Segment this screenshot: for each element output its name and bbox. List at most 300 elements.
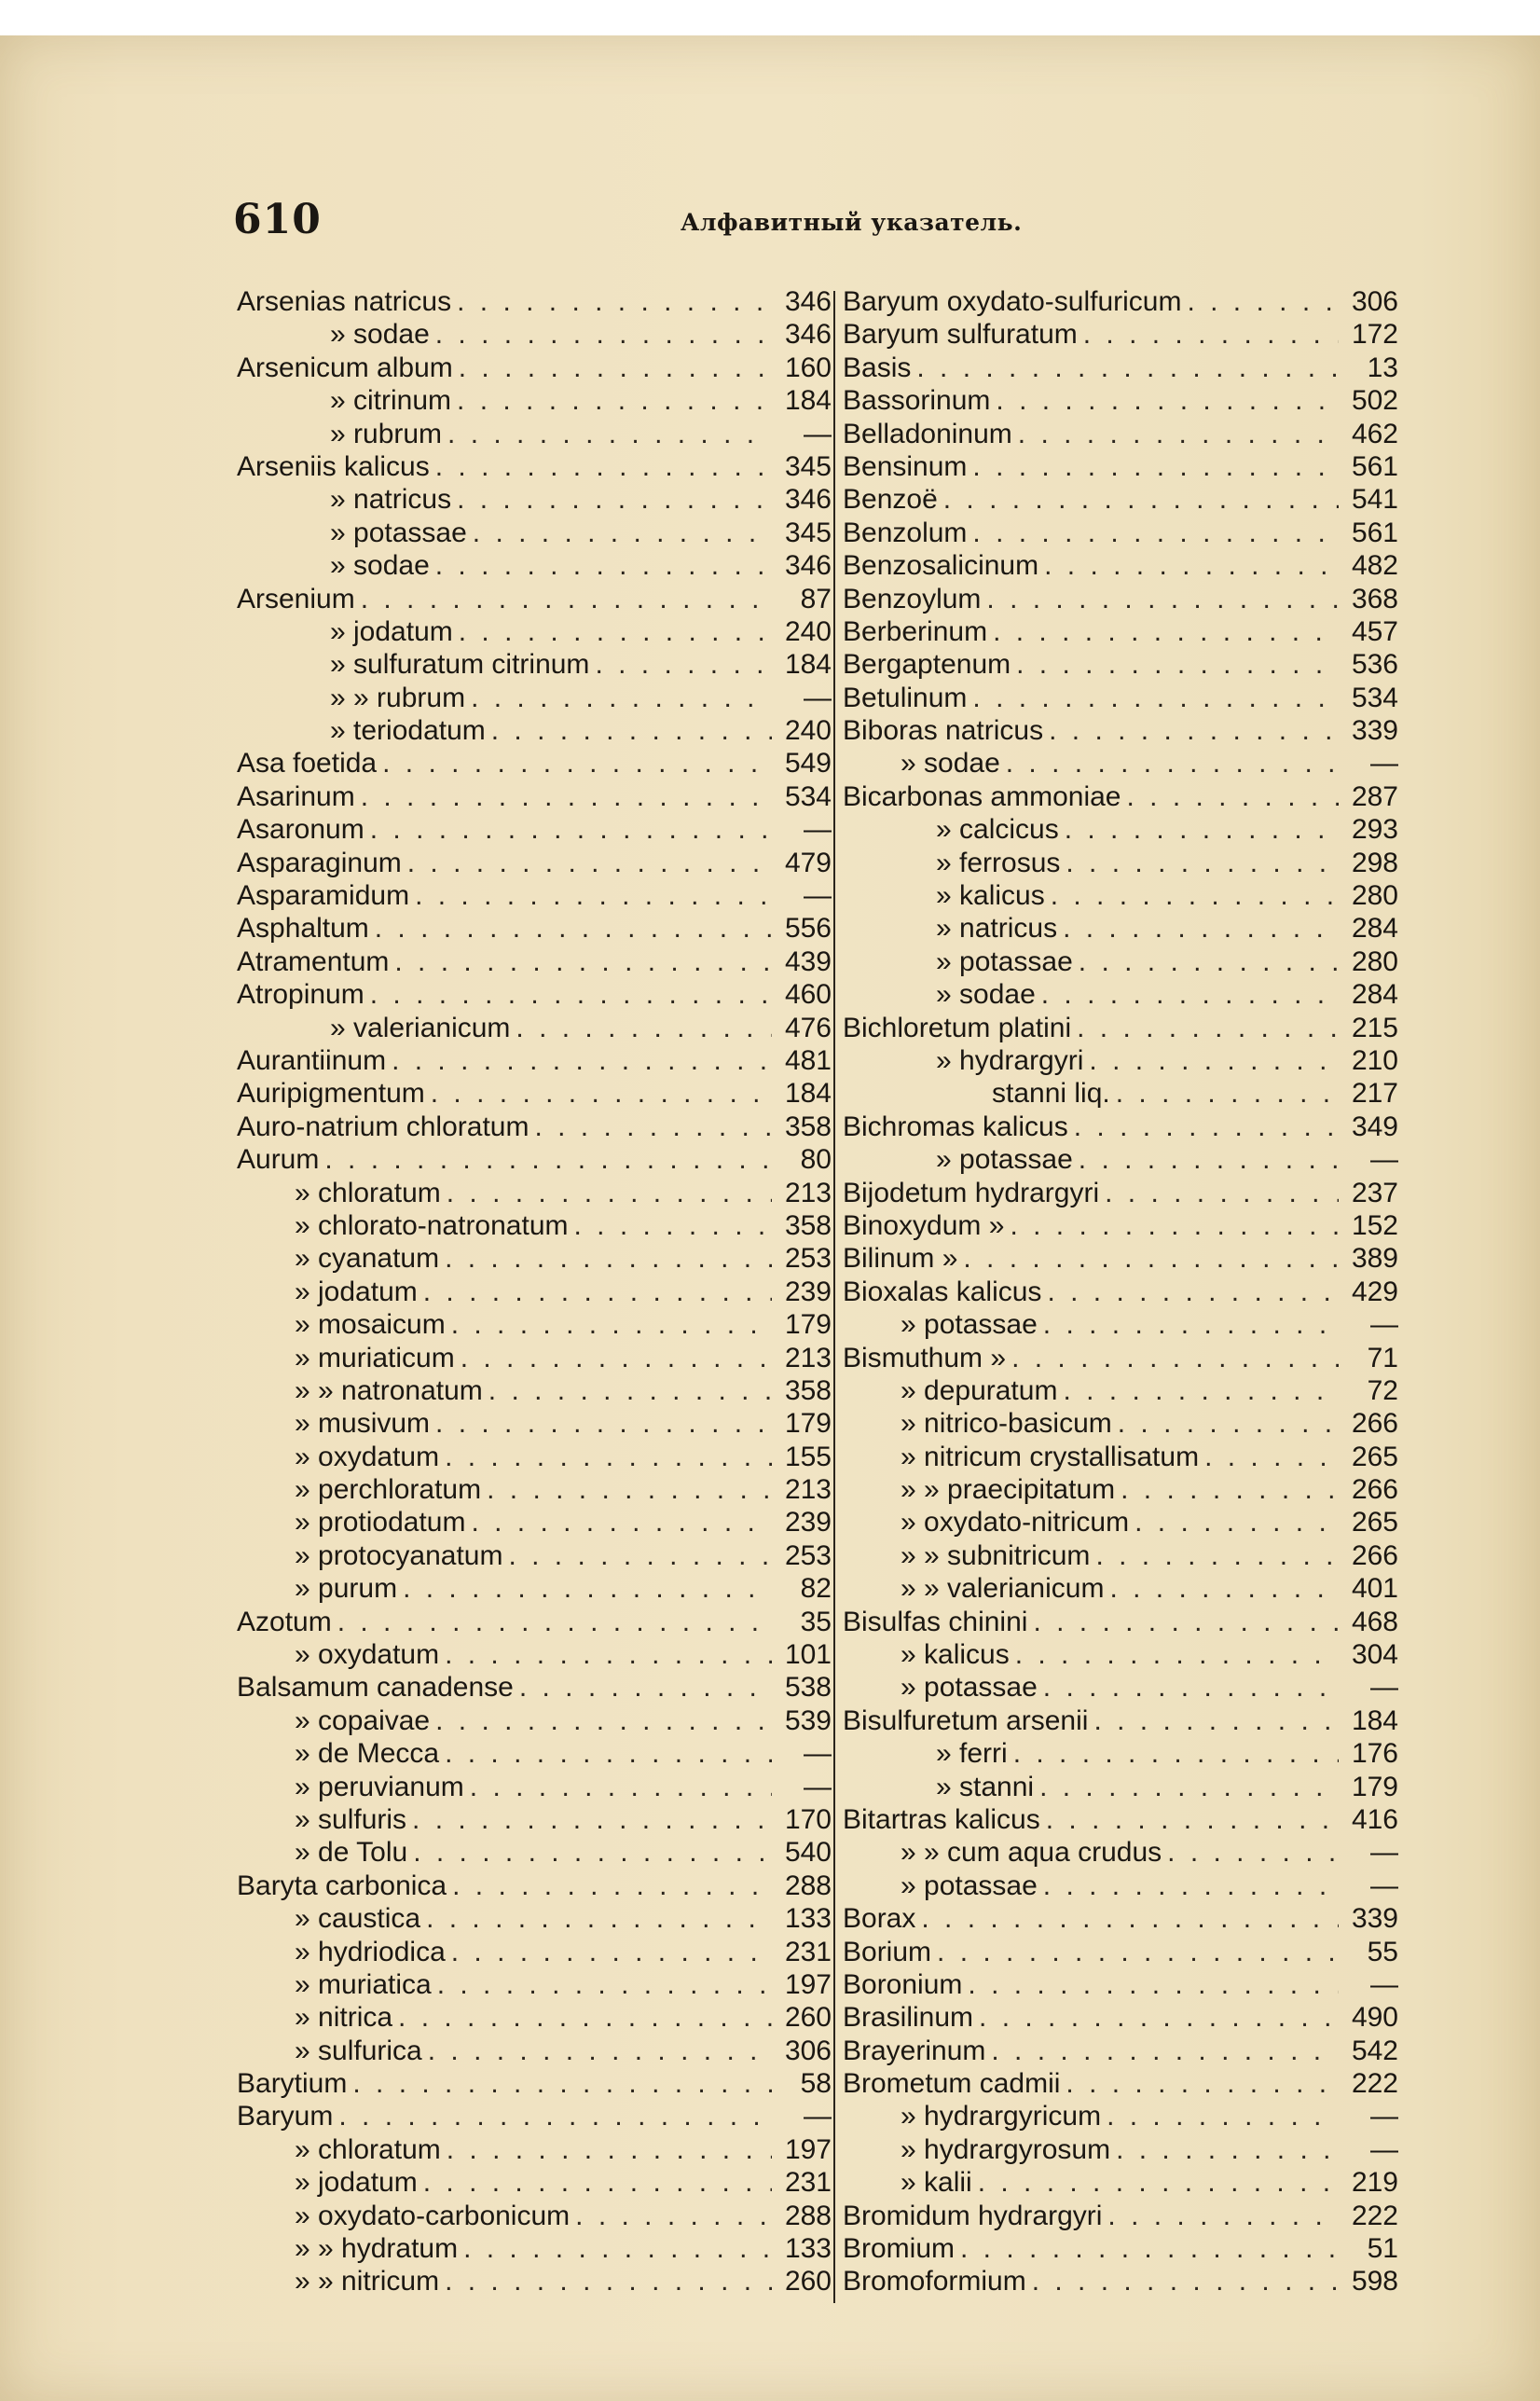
index-term: Asphaltum <box>237 913 369 945</box>
index-term: » » nitricum <box>295 2266 440 2298</box>
dot-leader <box>361 583 772 615</box>
page-reference: 87 <box>800 583 832 614</box>
index-entry <box>843 1111 1398 1143</box>
index-entry <box>237 1407 832 1440</box>
index-entry <box>237 549 832 582</box>
dot-leader <box>382 747 772 780</box>
index-entry <box>843 450 1398 483</box>
dot-leader <box>1041 978 1339 1011</box>
page-reference: — <box>804 1738 832 1770</box>
index-entry <box>237 1936 832 1968</box>
index-term: » » praecipitatum <box>901 1474 1116 1506</box>
index-term: » potassae <box>901 1309 1038 1341</box>
index-term: » musivum <box>295 1408 431 1440</box>
index-term: Benzolum <box>843 517 968 548</box>
dot-leader <box>394 945 772 978</box>
dot-leader <box>1109 1572 1339 1605</box>
index-entry <box>843 2166 1398 2199</box>
page-reference: 253 <box>784 1243 832 1275</box>
index-entry <box>237 978 832 1011</box>
index-term: » hydrargyricum <box>901 2101 1102 2132</box>
dot-leader <box>1046 1803 1339 1836</box>
index-term: » muriatica <box>295 1968 432 2000</box>
index-entry <box>237 2200 832 2232</box>
index-entry <box>237 2232 832 2265</box>
dot-leader <box>1079 1143 1339 1176</box>
index-entry <box>843 847 1398 879</box>
index-entry <box>237 1044 832 1077</box>
dot-leader <box>435 1407 772 1440</box>
index-term: Brometum cadmii <box>843 2068 1061 2100</box>
page-reference: 82 <box>800 1573 832 1605</box>
index-term: » » natronatum <box>295 1374 483 1406</box>
page-reference: 293 <box>1351 814 1398 846</box>
page-reference: 284 <box>1351 979 1398 1011</box>
dot-leader <box>963 1242 1339 1275</box>
index-entry <box>237 1968 832 2001</box>
page-reference: 460 <box>784 979 832 1011</box>
page-reference: 358 <box>784 1209 832 1241</box>
index-entry <box>843 2067 1398 2100</box>
page-reference: 13 <box>1367 352 1398 383</box>
index-term: » natricus <box>936 913 1058 945</box>
index-entry <box>237 1836 832 1869</box>
index-term: » jodatum <box>295 2167 418 2199</box>
index-term: » oxydatum <box>295 1639 440 1671</box>
index-entry <box>237 1242 832 1275</box>
page-reference: 439 <box>784 945 832 977</box>
page-reference: 481 <box>784 1044 832 1076</box>
index-term: » sulfuratum citrinum <box>330 649 590 681</box>
dot-leader <box>1116 1077 1339 1110</box>
index-term: Binoxydum » <box>843 1209 1005 1241</box>
index-term: » chloratum <box>295 2133 441 2165</box>
page-reference: 260 <box>784 2266 832 2298</box>
index-entry <box>843 978 1398 1011</box>
page-reference: 101 <box>784 1639 832 1671</box>
dot-leader <box>1033 1606 1339 1638</box>
page-reference: 35 <box>800 1606 832 1637</box>
index-entry <box>237 682 832 714</box>
index-term: » ferri <box>936 1738 1008 1770</box>
page-reference: 266 <box>1351 1474 1398 1506</box>
index-term: » kalicus <box>901 1639 1010 1671</box>
page-reference: 217 <box>1351 1078 1398 1110</box>
dot-leader <box>428 2035 772 2067</box>
page-reference: 55 <box>1367 1936 1398 1967</box>
index-term: » hydrargyrosum <box>901 2133 1111 2165</box>
page-reference: 534 <box>784 780 832 812</box>
page-reference: — <box>1370 1672 1398 1704</box>
dot-leader <box>392 1044 772 1077</box>
index-term: Betulinum <box>843 682 968 713</box>
index-entry <box>237 318 832 351</box>
index-entry <box>843 1242 1398 1275</box>
dot-leader <box>352 2067 772 2100</box>
page-reference: 265 <box>1351 1441 1398 1472</box>
page-reference: 346 <box>784 319 832 351</box>
dot-leader <box>986 583 1339 615</box>
dot-leader <box>491 714 772 747</box>
page-reference: 358 <box>784 1374 832 1406</box>
dot-leader <box>519 1671 772 1704</box>
page-reference: — <box>1370 1144 1398 1176</box>
index-entry <box>843 2200 1398 2232</box>
index-entry <box>237 450 832 483</box>
index-entry <box>237 1638 832 1671</box>
page-reference: 179 <box>784 1309 832 1341</box>
index-term: » purum <box>295 1573 398 1605</box>
index-entry <box>237 483 832 516</box>
index-term: » jodatum <box>330 615 453 647</box>
dot-leader <box>361 780 772 813</box>
dot-leader <box>337 1606 772 1638</box>
page-reference: 239 <box>784 1276 832 1307</box>
page-reference: 339 <box>1351 1903 1398 1935</box>
dot-leader <box>508 1539 772 1572</box>
index-term: » » hydratum <box>295 2233 459 2265</box>
page-reference: 534 <box>1351 682 1398 713</box>
index-column-right <box>843 285 1398 2298</box>
dot-leader <box>574 1209 773 1242</box>
dot-leader <box>437 1968 772 2001</box>
index-entry <box>237 648 832 681</box>
index-entry <box>237 1143 832 1176</box>
index-entry <box>237 1606 832 1638</box>
index-term: Barytium <box>237 2068 348 2100</box>
index-entry <box>843 1836 1398 1869</box>
index-term: Asparaginum <box>237 847 402 878</box>
index-term: Auro-natrium chloratum <box>237 1111 529 1142</box>
index-term: » muriaticum <box>295 1342 455 1373</box>
index-entry <box>237 1737 832 1770</box>
index-term: » nitrica <box>295 2002 393 2034</box>
dot-leader <box>1043 1671 1339 1704</box>
dot-leader <box>431 1077 772 1110</box>
index-entry <box>843 912 1398 945</box>
index-entry <box>843 1276 1398 1308</box>
index-entry <box>237 1209 832 1242</box>
dot-leader <box>1047 1276 1339 1308</box>
index-term: » citrinum <box>330 385 452 417</box>
index-term: Bromidum hydrargyri <box>843 2200 1103 2231</box>
dot-leader <box>445 1737 772 1770</box>
page-reference: 346 <box>784 550 832 582</box>
index-entry <box>237 1077 832 1110</box>
dot-leader <box>972 450 1339 483</box>
dot-leader <box>423 2166 772 2199</box>
page-reference: 231 <box>784 1936 832 1967</box>
page-reference: 133 <box>784 1903 832 1935</box>
dot-leader <box>1074 1111 1339 1143</box>
page-reference: 184 <box>784 1078 832 1110</box>
index-term: Bichromas kalicus <box>843 1111 1068 1142</box>
page-reference: 416 <box>1351 1803 1398 1835</box>
index-entry <box>843 780 1398 813</box>
dot-leader <box>415 879 772 912</box>
index-term: » kalii <box>901 2167 972 2199</box>
page-reference: — <box>1370 1870 1398 1901</box>
index-term: » cyanatum <box>295 1243 440 1275</box>
index-term: Bromium <box>843 2233 956 2265</box>
page-reference: 482 <box>1351 550 1398 582</box>
dot-leader <box>463 2232 772 2265</box>
dot-leader <box>461 1342 772 1374</box>
index-entry <box>843 1012 1398 1044</box>
index-entry <box>843 1506 1398 1539</box>
page-reference: 541 <box>1351 484 1398 516</box>
page-reference: 210 <box>1351 1044 1398 1076</box>
index-term: » rubrum <box>330 418 443 449</box>
index-entry <box>237 1902 832 1935</box>
index-term: » potassae <box>901 1672 1038 1704</box>
index-entry <box>843 682 1398 714</box>
index-entry <box>843 384 1398 417</box>
index-entry <box>237 1441 832 1473</box>
page-reference: 539 <box>784 1704 832 1736</box>
page-reference: 490 <box>1351 2002 1398 2034</box>
page-reference: 72 <box>1367 1374 1398 1406</box>
index-entry <box>237 352 832 384</box>
index-term: » peruvianum <box>295 1771 464 1802</box>
index-term: » oxydato-carbonicum <box>295 2200 571 2231</box>
index-term: Baryta carbonica <box>237 1870 447 1901</box>
index-entry <box>843 747 1398 780</box>
index-term: » teriodatum <box>330 715 486 747</box>
page-reference: 561 <box>1351 517 1398 548</box>
dot-leader <box>407 847 772 879</box>
index-entry <box>843 1704 1398 1737</box>
page-reference: — <box>1370 1837 1398 1869</box>
dot-leader <box>1006 747 1339 780</box>
dot-leader <box>1107 2100 1339 2132</box>
page-reference: 51 <box>1367 2233 1398 2265</box>
index-term: Arsenias natricus <box>237 286 452 317</box>
index-term: Asa foetida <box>237 748 378 780</box>
page-reference: 345 <box>784 450 832 482</box>
dot-leader <box>445 1242 772 1275</box>
dot-leader <box>403 1572 772 1605</box>
page-reference: — <box>804 2101 832 2132</box>
index-term: Aurantiinum <box>237 1044 387 1076</box>
dot-leader <box>459 615 772 648</box>
dot-leader <box>1118 1407 1339 1440</box>
page-reference: 265 <box>1351 1507 1398 1539</box>
dot-leader <box>452 1870 772 1902</box>
dot-leader <box>473 517 772 549</box>
index-term: » potassae <box>901 1870 1038 1901</box>
index-entry <box>843 2035 1398 2067</box>
index-entry <box>843 285 1398 318</box>
index-entry <box>237 879 832 912</box>
index-term: Asarinum <box>237 780 355 812</box>
index-entry <box>843 2232 1398 2265</box>
index-entry <box>843 2265 1398 2298</box>
dot-leader <box>972 517 1339 549</box>
dot-leader <box>1063 1374 1339 1407</box>
index-entry <box>843 1968 1398 2001</box>
index-term: Bijodetum hydrargyri <box>843 1177 1100 1208</box>
dot-leader <box>978 2166 1339 2199</box>
index-entry <box>237 1276 832 1308</box>
page-reference: 58 <box>800 2068 832 2100</box>
index-entry <box>237 1803 832 1836</box>
index-column-left <box>237 285 832 2298</box>
page-reference: — <box>1370 2101 1398 2132</box>
index-entry <box>843 1572 1398 1605</box>
page-reference: 298 <box>1351 847 1398 878</box>
page-header <box>233 196 1398 252</box>
index-term: Baryum sulfuratum <box>843 319 1078 351</box>
index-entry <box>843 1177 1398 1209</box>
page-reference: 239 <box>784 1507 832 1539</box>
page-reference: 176 <box>1351 1738 1398 1770</box>
index-entry <box>237 1012 832 1044</box>
index-entry <box>237 1111 832 1143</box>
index-entry <box>843 1044 1398 1077</box>
index-entry <box>843 318 1398 351</box>
page-reference: 184 <box>784 385 832 417</box>
page-reference: 401 <box>1351 1573 1398 1605</box>
dot-leader <box>1066 847 1339 879</box>
index-term: » copaivae <box>295 1704 431 1736</box>
index-entry <box>843 714 1398 747</box>
index-term: Borium <box>843 1936 932 1967</box>
index-entry <box>843 813 1398 846</box>
index-entry <box>843 418 1398 450</box>
dot-leader <box>451 1936 772 1968</box>
index-entry <box>843 1737 1398 1770</box>
index-term: Balsamum canadense <box>237 1672 514 1704</box>
dot-leader <box>451 1308 772 1341</box>
index-term: Bismuthum » <box>843 1342 1007 1373</box>
index-entry <box>237 780 832 813</box>
index-term: Boronium <box>843 1968 963 2000</box>
dot-leader <box>412 1803 772 1836</box>
dot-leader <box>1077 1012 1339 1044</box>
index-entry <box>843 352 1398 384</box>
index-term: Brasilinum <box>843 2002 974 2034</box>
index-entry <box>237 418 832 450</box>
index-entry <box>237 384 832 417</box>
index-term: » chlorato-natronatum <box>295 1209 569 1241</box>
index-term: Bensinum <box>843 450 968 482</box>
dot-leader <box>1043 1308 1339 1341</box>
index-entry <box>843 1803 1398 1836</box>
dot-leader <box>943 483 1339 516</box>
dot-leader <box>370 978 772 1011</box>
index-entry <box>237 1671 832 1704</box>
index-term: Berberinum <box>843 615 988 647</box>
page-reference: 266 <box>1351 1539 1398 1571</box>
dot-leader <box>1127 780 1340 813</box>
page-reference: 213 <box>784 1177 832 1208</box>
dot-leader <box>426 1902 772 1935</box>
dot-leader <box>1032 2265 1339 2298</box>
dot-leader <box>993 615 1339 648</box>
index-term: » depuratum <box>901 1374 1058 1406</box>
index-term: Bicarbonas ammoniae <box>843 780 1121 812</box>
dot-leader <box>398 2001 772 2034</box>
page-reference: 222 <box>1351 2200 1398 2231</box>
page-reference: 215 <box>1351 1012 1398 1043</box>
index-term: Benzosalicinum <box>843 550 1039 582</box>
dot-leader <box>423 1276 772 1308</box>
dot-leader <box>470 1771 772 1803</box>
index-term: Basis <box>843 352 912 383</box>
index-entry <box>237 1704 832 1737</box>
index-entry <box>237 2166 832 2199</box>
index-term: Bisulfas chinini <box>843 1606 1028 1637</box>
dot-leader <box>979 2001 1339 2034</box>
index-entry <box>237 285 832 318</box>
dot-leader <box>1066 2067 1339 2100</box>
page-reference: — <box>1370 1968 1398 2000</box>
dot-leader <box>1095 1539 1339 1572</box>
index-term: » » subnitricum <box>901 1539 1091 1571</box>
page-reference: 71 <box>1367 1342 1398 1373</box>
dot-leader <box>445 2265 772 2298</box>
index-term: Arsenium <box>237 583 355 614</box>
index-entry <box>237 1771 832 1803</box>
index-entry <box>237 1572 832 1605</box>
index-term: » potassae <box>330 517 467 548</box>
dot-leader <box>1010 1209 1339 1242</box>
index-term: Bioxalas kalicus <box>843 1276 1042 1307</box>
page-reference: — <box>804 880 832 912</box>
index-term: » sodae <box>330 550 430 582</box>
dot-leader <box>1043 1870 1339 1902</box>
index-term: » nitricum crystallisatum <box>901 1441 1200 1472</box>
page-reference: 133 <box>784 2233 832 2265</box>
index-term: » stanni <box>936 1771 1035 1802</box>
dot-leader <box>445 1638 772 1671</box>
page-reference: 219 <box>1351 2167 1398 2199</box>
page-reference: 538 <box>784 1672 832 1704</box>
index-entry <box>237 2035 832 2067</box>
page-number: 610 <box>233 196 322 243</box>
page-reference: 346 <box>784 484 832 516</box>
page-reference: 429 <box>1351 1276 1398 1307</box>
page-reference: 155 <box>784 1441 832 1472</box>
dot-leader <box>1134 1506 1339 1539</box>
page-reference: 368 <box>1351 583 1398 614</box>
index-term: Borax <box>843 1903 916 1935</box>
page-reference: 179 <box>784 1408 832 1440</box>
dot-leader <box>435 1704 772 1737</box>
index-term: stanni liq. <box>992 1078 1110 1110</box>
dot-leader <box>457 384 772 417</box>
index-term: » oxydato-nitricum <box>901 1507 1130 1539</box>
index-term: Benzoë <box>843 484 938 516</box>
page-reference: 549 <box>784 748 832 780</box>
dot-leader <box>1016 648 1339 681</box>
dot-leader <box>595 648 772 681</box>
index-term: » jodatum <box>295 1276 418 1307</box>
dot-leader <box>1083 318 1339 351</box>
index-entry <box>237 1374 832 1407</box>
index-entry <box>843 1902 1398 1935</box>
index-entry <box>237 1870 832 1902</box>
page-reference: 457 <box>1351 615 1398 647</box>
dot-leader <box>457 483 772 516</box>
index-term: » perchloratum <box>295 1474 482 1506</box>
index-term: » sulfurica <box>295 2035 422 2066</box>
page-reference: 237 <box>1351 1177 1398 1208</box>
index-term: » sodae <box>936 979 1036 1011</box>
index-term: » hydriodica <box>295 1936 446 1967</box>
index-term: » protiodatum <box>295 1507 466 1539</box>
